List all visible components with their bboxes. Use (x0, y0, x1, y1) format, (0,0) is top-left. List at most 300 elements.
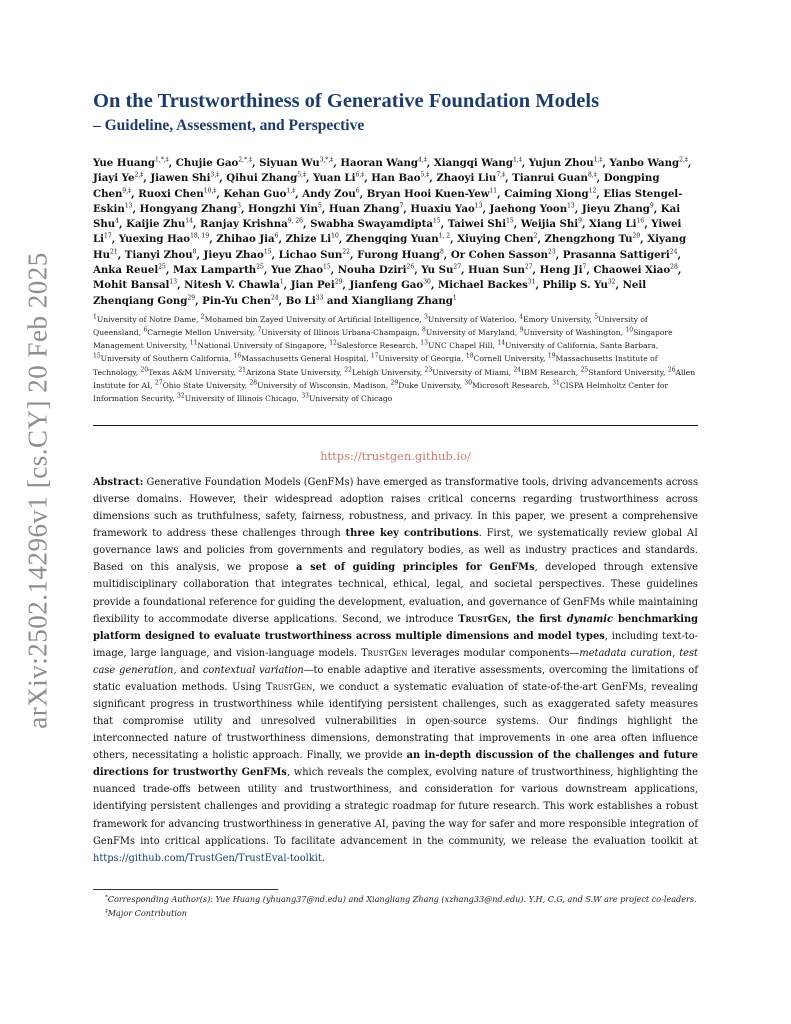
author-affiliation-mark: 6 (274, 233, 279, 241)
author-name: Max Lamparth (172, 264, 257, 277)
author-name: Bryan Hooi Kuen-Yew (366, 187, 490, 200)
author-item (610, 157, 688, 169)
author-item (93, 172, 143, 184)
author-item (140, 203, 241, 215)
affiliation-name: Texas A&M University (148, 367, 234, 377)
affiliation-name: Allen Institute for AI (93, 367, 696, 390)
author-item (204, 249, 272, 261)
author-item (126, 218, 193, 230)
abstract-emphasis: a set of guiding principles for GenFMs (296, 562, 535, 574)
affiliation-name: University of Chicago (309, 393, 393, 403)
affiliation-item (155, 381, 245, 390)
author-item (173, 264, 264, 276)
affiliation-name: University of California, Santa Barbara (505, 341, 656, 351)
trustgen-name: TrustGen (265, 681, 313, 693)
author-item (346, 233, 450, 245)
author-item (259, 157, 333, 169)
author-affiliation-mark: 3,‡ (210, 171, 220, 179)
author-name: Yuexing Hao (118, 233, 191, 246)
abstract-italic: metadata curation, test case generation, (93, 647, 698, 676)
affiliation-number: 30 (464, 379, 473, 387)
author-item (563, 249, 678, 261)
author-affiliation-mark: 14 (185, 217, 193, 225)
author-item (434, 157, 522, 169)
author-item (338, 264, 414, 276)
affiliation-number: 23 (424, 366, 433, 374)
author-item (176, 157, 252, 169)
affiliation-number: 31 (552, 379, 560, 387)
arxiv-identifier-stamp (16, 251, 60, 729)
abstract-text: Generative Foundation Models (GenFMs) have emerged as transformative tools, driving advancements across diverse domains. However, their widespread adoption raises critical concerns regarding trustworthiness across dimensions such as truthfulness, safety, fairness, robustness, and privacy. In this paper, we present a comprehensive framework to address these challenges through (93, 477, 698, 540)
affiliation-number: 10 (625, 326, 634, 334)
author-affiliation-mark: 8 (192, 248, 197, 256)
author-name: Anka Reuel (93, 264, 159, 277)
author-name: Chaowei Xiao (593, 264, 671, 277)
author-item (226, 172, 306, 184)
author-affiliation-mark: 1,‡ (512, 156, 522, 164)
author-affiliation-mark: 21 (110, 248, 118, 256)
author-item (271, 264, 331, 276)
author-item (451, 249, 556, 261)
author-affiliation-mark: 15 (263, 248, 272, 256)
footnote-mark: ‡ (105, 908, 108, 915)
author-affiliation-mark: 15 (432, 217, 441, 225)
author-affiliation-mark: 32 (607, 278, 616, 286)
author-name: Tianyi Zhou (124, 248, 193, 261)
author-affiliation-mark: 8,‡ (587, 171, 597, 179)
affiliation-item (420, 341, 492, 350)
author-affiliation-mark: 2,*,‡ (238, 156, 252, 164)
author-affiliation-mark: 1,‡ (286, 187, 296, 195)
author-item (279, 249, 350, 261)
affiliation-name: Stanford University (588, 367, 663, 377)
author-affiliation-mark: 30 (423, 278, 431, 286)
footnote-rule (93, 889, 278, 890)
author-name: Jianfeng Gao (349, 279, 424, 292)
affiliation-number: 24 (513, 366, 522, 374)
author-affiliation-mark: 8 (439, 248, 444, 256)
author-affiliation-mark: 3,*,‡ (319, 156, 334, 164)
author-name: Bo Li (285, 294, 316, 307)
author-item (291, 279, 343, 291)
author-affiliation-mark: 9 (578, 217, 582, 225)
author-name: Nitesh V. Chawla (184, 279, 280, 292)
affiliation-item (93, 354, 229, 363)
abstract-label: Abstract: (93, 477, 144, 488)
affiliation-number: 2 (200, 313, 205, 321)
author-item (371, 172, 429, 184)
author-item (349, 279, 430, 291)
affiliation-item (234, 354, 366, 363)
author-item (448, 218, 514, 230)
affiliation-number: 9 (519, 326, 524, 334)
author-affiliation-mark: 1,*,‡ (155, 156, 169, 164)
author-name: Nouha Dziri (337, 264, 407, 277)
author-item (593, 264, 677, 276)
paper-subtitle: – Guideline, Assessment, and Perspective (93, 117, 365, 134)
author-name: Yue Huang (93, 157, 155, 169)
affiliation-name: Cornell University (473, 354, 544, 364)
author-name: Huaxiu Yao (410, 202, 475, 215)
affiliation-number: 16 (233, 352, 242, 360)
author-item (543, 279, 616, 291)
author-name: Zhengqing Yuan (345, 233, 439, 246)
affiliation-name: Mohamed bin Zayed University of Artificial Intelligence (204, 315, 420, 324)
affiliation-name: University of Maryland (425, 328, 515, 338)
affiliation-item (513, 368, 575, 377)
author-item (582, 203, 654, 215)
author-affiliation-mark: 25 (158, 263, 166, 271)
affiliation-number: 17 (370, 352, 379, 360)
author-item (286, 295, 324, 307)
author-affiliation-mark: 4,‡ (418, 156, 427, 164)
affiliation-name: IBM Research (521, 367, 576, 377)
author-affiliation-mark: 12 (588, 187, 597, 195)
author-name: Prasanna Sattigeri (562, 248, 670, 261)
author-item (421, 264, 461, 276)
abstract-text: , we conduct a systematic evaluation of state-of-the-art GenFMs, revealing significant progress in trustworthiness while identifying persistent challenges, such as exaggerated safety measures that compromise utility and unresolved vulnerabilities in open-source systems. Our findings highlight the interconnected nature of trustworthiness dimensions, demonstrating that improvements in one area often influence others, necessitating a holistic approach. Finally, we provide (93, 681, 699, 762)
author-item (119, 233, 209, 245)
affiliation-number: 20 (140, 366, 149, 374)
abstract-text: leverages modular components— (407, 647, 580, 659)
affiliation-item (143, 328, 252, 337)
author-affiliation-mark: 6,‡ (355, 171, 365, 179)
author-affiliation-mark: 15 (506, 217, 514, 225)
author-affiliation-mark: 10,‡ (203, 187, 217, 195)
affiliation-number: 29 (390, 379, 399, 387)
affiliation-item (190, 341, 325, 350)
author-name: Yue Zhao (270, 264, 324, 277)
abstract-emphasis: , the first (507, 613, 567, 625)
footnotes (93, 892, 698, 920)
author-name: Ranjay Krishna (200, 218, 288, 231)
author-name: Dongping Chen (93, 172, 660, 200)
author-item (125, 249, 197, 261)
author-name: Jieyu Zhao (203, 248, 264, 261)
trustgen-name: TrustGen (361, 647, 408, 659)
affiliation-number: 32 (177, 392, 185, 400)
author-name: Yujun Zhou (528, 157, 594, 169)
author-name: Huan Zhang (328, 202, 400, 215)
author-name: Furong Huang (357, 248, 440, 261)
affiliation-name: University of Wisconsin, Madison (257, 380, 386, 390)
affiliation-name: Singapore Management University (93, 328, 673, 351)
author-name: Yiwei Li (93, 218, 682, 246)
affiliation-item (425, 368, 509, 377)
author-name: Elias Stengel-Eskin (93, 187, 683, 215)
author-affiliation-mark: 11 (489, 187, 498, 195)
author-affiliation-mark: 5 (317, 202, 322, 210)
author-name: Kehan Guo (223, 187, 287, 200)
author-item (329, 203, 403, 215)
affiliation-name: University of Queensland (93, 315, 648, 338)
affiliation-item (177, 394, 296, 403)
affiliation-item (424, 315, 514, 324)
affiliation-number: 12 (329, 339, 337, 347)
author-name: Xiyang Hu (93, 233, 687, 261)
author-affiliation-mark: 9,‡ (122, 187, 132, 195)
author-item (545, 233, 641, 245)
abstract-text: , including text-to-image, large language, and vision-language models. (93, 630, 698, 659)
footnote-major-text: Major Contribution (107, 908, 187, 919)
author-item (216, 233, 278, 245)
author-name: Swabha Swayamdipta (310, 218, 433, 231)
author-item (589, 218, 644, 230)
author-item (340, 157, 426, 169)
author-name: Xiangliang Zhang (351, 294, 453, 307)
author-affiliation-mark: 3 (237, 202, 241, 210)
abstract-text: . (321, 852, 325, 864)
author-name: Hongyang Zhang (139, 202, 238, 215)
author-affiliation-mark: 16 (636, 217, 645, 225)
affiliation-number: 13 (420, 339, 428, 347)
author-name: Siyuan Wu (259, 157, 320, 169)
author-name: Philip S. Yu (542, 279, 608, 292)
author-affiliation-mark: 13 (169, 278, 178, 286)
author-affiliation-mark: 13 (474, 202, 483, 210)
affiliation-name: Ohio State University (162, 380, 245, 390)
arxiv-id-text: arXiv:2502.14296v1 [cs.CY] 20 Feb 2025 (22, 251, 53, 729)
affiliation-item (238, 368, 339, 377)
author-name: Caiming Xiong (504, 187, 589, 200)
affiliation-item (201, 315, 419, 324)
affiliation-list: $^1$University of Notre Dame, $^2$Mohamed bin Zayed University of Artificial Intelligence, $^3$University of Waterloo, $^4$Emory University, $^5$University of Queensland, $^6$Carnegie Mellon University, $^7$University of Illinois Urbana-Champaign, $^8$University of Maryland, $^9$University of Washington, $^{10}$Singapore Management University, $^{11}$National University of Singapore, $^{12}$Salesforce Research, $^{13}$UNC Chapel Hill, $^{14}$University of California, Santa Barbara, $^{15}$University of Southern California, $^{16}$Massachusetts General Hospital, $^{17}$University of Georgia, $^{18}$Cornell University, $^{19}$Massachusetts Institute of Technology, $^{20}$Texas A&M University, $^{21}$Arizona State University, $^{22}$Lehigh University, $^{23}$University of Miami, $^{24}$IBM Research, $^{25}$Stanford University, $^{26}$Allen Institute for AI, $^{27}$Ohio State University, $^{28}$University of Wisconsin, Madison, $^{29}$Duke University, $^{30}$Microsoft Research, $^{31}$CISPA Helmholtz Center for Information Security, $^{32}$University of Illinois Chicago, $^{33}$University of Chicago (93, 313, 696, 403)
author-affiliation-mark: 20 (632, 233, 641, 241)
author-item (540, 264, 587, 276)
affiliation-name: University of Georgia (378, 354, 462, 364)
author-name: Pin-Yu Chen (202, 294, 271, 307)
affiliation-number: 7 (257, 326, 262, 334)
affiliation-name: UNC Chapel Hill (427, 341, 493, 351)
author-affiliation-mark: 24 (270, 294, 279, 302)
author-name: Yanbo Wang (609, 157, 680, 169)
affiliation-name: National University of Singapore (197, 341, 325, 351)
author-name: Or Cohen Sasson (450, 248, 549, 261)
author-name: Ruoxi Chen (138, 187, 204, 200)
author-name: Zhengzhong Tu (544, 233, 633, 246)
author-name: Jian Pei (290, 279, 335, 292)
affiliation-name: University of Illinois Chicago (184, 393, 297, 403)
paper-title: On the Trustworthiness of Generative Foundation Models (93, 90, 600, 112)
author-item (223, 188, 295, 200)
trustgen-name: TrustGen (458, 613, 508, 625)
author-name: Xiang Li (589, 218, 637, 231)
author-affiliation-mark: 29 (187, 294, 196, 302)
author-item (367, 188, 497, 200)
abstract-emphasis: dynamic (566, 613, 613, 625)
author-affiliation-mark: 18, 19 (190, 233, 210, 241)
author-item (521, 218, 582, 230)
author-name: Jaehong Yoon (489, 202, 568, 215)
affiliation-item (93, 315, 196, 324)
author-name: Mohit Bansal (93, 279, 170, 292)
affiliation-number: 18 (465, 352, 474, 360)
author-name: Xiuying Chen (457, 233, 534, 246)
affiliation-number: 21 (238, 366, 246, 374)
author-affiliation-mark: 29 (334, 278, 343, 286)
author-affiliation-mark: 7 (399, 202, 404, 210)
author-item (410, 203, 482, 215)
author-affiliation-mark: 22 (342, 248, 350, 256)
author-name: Zhaoyi Liu (436, 172, 497, 185)
author-affiliation-mark: 13 (567, 202, 575, 210)
author-name: Neil Zhenqiang Gong (93, 279, 647, 307)
author-name: Qihui Zhang (226, 172, 298, 185)
author-item (357, 249, 444, 261)
abstract (93, 474, 698, 867)
author-affiliation-mark: 24 (669, 248, 678, 256)
author-name: Tianrui Guan (512, 172, 588, 185)
author-item (202, 295, 278, 307)
author-name: Jiayi Ye (93, 172, 135, 185)
author-affiliation-mark: 2,‡ (679, 156, 688, 164)
author-item (150, 172, 219, 184)
affiliation-name: University of Notre Dame (96, 315, 196, 324)
affiliation-item (520, 328, 621, 337)
author-name: Andy Zou (302, 187, 356, 200)
affiliation-name: CISPA Helmholtz Center for Information Security (93, 380, 669, 403)
author-affiliation-mark: 1 (452, 294, 457, 302)
footnote-corresponding (93, 892, 698, 906)
toolkit-link[interactable]: https://github.com/TrustGen/TrustEval-toolkit (93, 852, 322, 864)
author-name: Weijia Shi (520, 218, 579, 231)
affiliation-name: University of Waterloo (427, 315, 515, 324)
author-item (313, 172, 364, 184)
affiliation-name: University of Washington (523, 328, 621, 338)
affiliation-item (301, 394, 392, 403)
author-affiliation-mark: 1, 2 (438, 233, 451, 241)
affiliation-item (141, 368, 234, 377)
author-affiliation-mark: 9 (649, 202, 654, 210)
author-affiliation-mark: 1,‡ (593, 156, 603, 164)
affiliation-number: 4 (519, 313, 524, 321)
affiliation-item (519, 315, 589, 324)
abstract-italic: contextual variation (202, 664, 304, 676)
affiliation-item (581, 368, 663, 377)
author-name: Hongzhi Yin (248, 202, 318, 215)
author-name: Han Bao (371, 172, 421, 185)
abstract-emphasis: benchmarking platform designed to evaluate trustworthiness across multiple dimensions and model types (93, 613, 698, 642)
author-item (512, 172, 597, 184)
affiliation-name: Carnegie Mellon University (147, 328, 253, 338)
affiliation-number: 6 (143, 326, 148, 334)
author-list: Yue Huang$^{1,*,\ddagger}$, Chujie Gao$^{2,*,\ddagger}$, Siyuan $Wu^{3,*,\ddagger}$, Haoran Wang$^{4,\ddagger}$, Xiangqi Wang$^{1,\ddagger}$, Yujun Zhou$^{1,\ddagger}$, Yanbo Wang$^{2,\ddagger}$, Jiayi $Ye^{2,\ddagger}$, Jiawen Shi$^{3,\ddagger}$, Qihui Zhang$^{5,\ddagger}$, Yuan $Li^{6,\ddagger}$, Han Bao$^{5,\ddagger}$, Zhaoyi Liu$^{7,\ddagger}$, Tianrui Guan$^{8,\ddagger}$, Dongping Chen$^{9,\ddagger}$, Ruoxi Chen$^{10,\ddagger}$, Kehan Guo$^{1,\ddagger}$, Andy Zou$^6$, Bryan Hooi Kuen-Yew$^{11}$, Caiming Xiong$^{12}$, Elias Stengel-Eskin$^{13}$, Hongyang Zhang$^3$, Hongzhi Yin$^5$, Huan Zhang$^7$, Huaxiu Yao$^{13}$, Jaehong Yoon$^{13}$, Jieyu Zhang$^9$, Kai Shu$^4$, Kaijie Zhu$^{14}$, Ranjay Krishna$^{9, 26}$, Swabha Swayamdipta$^{15}$, Taiwei Shi$^{15}$, Weijia Shi$^9$, Xiang Li$^{16}$, Yiwei Li$^{17}$, Yuexing Hao$^{18, 19}$, Zhihao Jia$^6$, Zhize Li$^{10}$, Zhengqing Yuan$^{1, 2}$, Xiuying Chen$^2$, Zhengzhong Tu$^{20}$, Xiyang Hu$^{21}$, Tianyi Zhou$^8$, Jieyu Zhao$^{15}$, Lichao Sun$^{22}$, Furong Huang$^8$, Or Cohen Sasson$^{23}$, Prasanna Sattigeri$^{24}$, Anka Reuel$^{25}$, Max Lamparth$^{25}$, Yue Zhao$^{15}$, Nouha Dziri$^{26}$, Yu Su$^{27}$, Huan Sun$^{27}$, Heng Ji$^7$, Chaowei Xiao$^{28}$, Mohit Bansal$^{13}$, Nitesh V. Chawla$^1$, Jian Pei$^{29}$, Jianfeng Gao$^{30}$, Michael Backes$^{31}$, Philip S. Yu$^{32}$, Neil Zhenqiang Gong$^{29}$, Pin-Yu Chen$^{24}$, Bo Li$^{33}$ and Xiangliang Zhang$^1$ (93, 156, 692, 307)
author-name: Taiwei Shi (447, 218, 507, 231)
affiliation-number: 11 (189, 339, 198, 347)
author-affiliation-mark: 1 (279, 278, 284, 286)
affiliation-item (344, 368, 419, 377)
author-affiliation-mark: 6 (355, 187, 360, 195)
author-item (286, 233, 339, 245)
affiliation-item (329, 341, 415, 350)
affiliation-name: Massachusetts Institute of Technology (93, 354, 658, 377)
author-affiliation-mark: 17 (104, 233, 112, 241)
affiliation-number: 27 (154, 379, 163, 387)
author-item (490, 203, 575, 215)
affiliation-number: 19 (547, 352, 556, 360)
author-affiliation-mark: 25 (256, 263, 264, 271)
author-affiliation-mark: 10 (331, 233, 339, 241)
author-item (200, 218, 303, 230)
affiliation-number: 14 (497, 339, 506, 347)
footnote-mark: * (105, 894, 108, 901)
author-item (504, 188, 596, 200)
author-affiliation-mark: 4 (115, 217, 119, 225)
author-name: Yu Su (421, 264, 454, 277)
author-name: Heng Ji (539, 264, 583, 277)
affiliation-item (466, 354, 543, 363)
author-affiliation-mark: 2,‡ (134, 171, 144, 179)
author-name: Lichao Sun (278, 248, 343, 261)
author-name: Zhihao Jia (216, 233, 275, 246)
author-affiliation-mark: 9, 26 (287, 217, 303, 225)
affiliation-item (249, 381, 385, 390)
author-item (93, 279, 177, 291)
author-name: Michael Backes (437, 279, 528, 292)
author-item (93, 264, 166, 276)
affiliation-item (464, 381, 547, 390)
affiliation-number: 22 (344, 366, 352, 374)
abstract-text: . First, we systematically review global AI governance laws and policies from governments and regulatory bodies, as well as industry practices and standards. Based on this analysis, we propose (93, 528, 698, 574)
affiliation-name: Salesforce Research (336, 341, 416, 351)
affiliation-number: 26 (667, 366, 676, 374)
affiliation-item (422, 328, 515, 337)
abstract-emphasis: three key contributions (345, 528, 479, 540)
author-name: Huan Sun (468, 264, 525, 277)
author-affiliation-mark: 13 (124, 202, 133, 210)
author-name: Jieyu Zhang (581, 202, 650, 215)
author-affiliation-mark: 31 (527, 278, 536, 286)
author-name: Xiangqi Wang (433, 157, 513, 169)
affiliation-number: 8 (422, 326, 426, 334)
author-affiliation-mark: 7 (582, 263, 587, 271)
affiliation-name: Emory University (523, 315, 590, 324)
author-affiliation-mark: 23 (548, 248, 556, 256)
author-name: Zhize Li (285, 233, 332, 246)
affiliation-number: 28 (249, 379, 258, 387)
affiliation-item (371, 354, 461, 363)
affiliation-name: Duke University (398, 380, 460, 390)
author-item (352, 295, 457, 307)
affiliation-name: Massachusetts General Hospital (241, 354, 367, 364)
author-name: Kaijie Zhu (126, 218, 186, 231)
footnote-major (93, 906, 698, 920)
abstract-emphasis: an in-depth discussion of the challenges and future directions for trustworthy GenFMs (93, 750, 699, 779)
affiliation-name: Microsoft Research (472, 380, 548, 390)
author-name: Haoran Wang (340, 157, 418, 169)
author-affiliation-mark: 5,‡ (420, 171, 430, 179)
author-affiliation-mark: 26 (406, 263, 415, 271)
affiliation-number: 25 (580, 366, 589, 374)
abstract-text: , developed through extensive multidisciplinary collaboration that integrates technical, ethical, legal, and societal perspectives. These guidelines provide a foundational reference for guiding the development, evaluation, and governance of GenFMs while maintaining flexibility to accommodate diverse applications. Second, we introduce (93, 562, 699, 625)
project-url-link[interactable]: https://trustgen.github.io/ (320, 449, 471, 463)
footnote-corresponding-text: Corresponding Author(s): Yue Huang (yhuang37@nd.edu) and Xiangliang Zhang (xzhang33@nd.edu). Y.H, C.G, and S.W are project co-leaders. (107, 894, 697, 904)
author-name: Jiawen Shi (150, 172, 211, 185)
abstract-text: —to enable adaptive and iterative assessments, overcoming the limitations of static evaluation methods. Using (93, 664, 698, 693)
affiliation-number: 33 (301, 392, 309, 400)
author-affiliation-mark: 33 (315, 294, 324, 302)
affiliation-number: 1 (93, 313, 97, 321)
affiliation-number: 15 (93, 352, 101, 360)
author-item (302, 188, 359, 200)
author-item (468, 264, 532, 276)
author-affiliation-mark: 7,‡ (496, 171, 506, 179)
author-item (529, 157, 603, 169)
affiliation-name: University of Illinois Urbana-Champaign (261, 328, 418, 338)
author-item (184, 279, 283, 291)
author-affiliation-mark: 27 (524, 263, 533, 271)
author-affiliation-mark: 28 (670, 263, 678, 271)
